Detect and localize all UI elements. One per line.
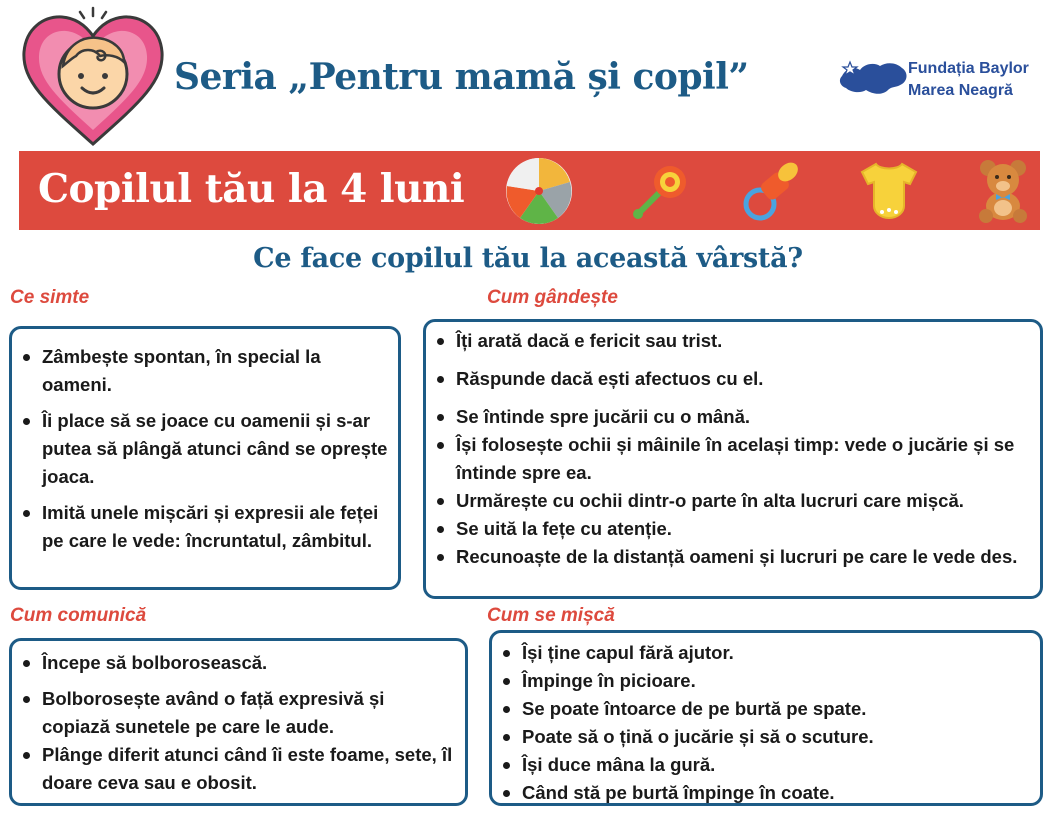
heading-ce-simte: Ce simte [10,287,90,308]
box-ce-simte [9,326,401,590]
list-item: Împinge în picioare. [522,667,1032,695]
beach-ball-icon [504,156,574,226]
list-item: Îți arată dacă e fericit sau trist. [456,327,1032,355]
box-cum-se-misca [489,630,1043,806]
list-item: Se întinde spre jucării cu o mână. [456,403,1032,431]
list-item: Își ține capul fără ajutor. [522,639,1032,667]
list-item: Își duce mâna la gură. [522,751,1032,779]
onesie-icon [858,160,920,222]
box-cum-comunica [9,638,468,806]
heart-baby-logo-icon [18,4,168,150]
list-item: Se uită la fețe cu atenție. [456,515,1032,543]
heading-cum-gandeste: Cum gândește [487,287,618,308]
list-item: Când stă pe burtă împinge în coate. [522,779,1032,807]
list-item: Urmărește cu ochii dintr-o parte în alta lucruri care mișcă. [456,487,1032,515]
heading-cum-comunica: Cum comunică [10,605,147,626]
list-item: Îi place să se joace cu oamenii și s-ar putea să plângă atunci când se oprește joaca. [42,407,390,491]
black-sea-map-icon [836,56,910,102]
pacifier-icon [740,158,806,224]
series-title: Seria „Pentru mamă și copil” [174,56,749,98]
list-item: Poate să o țină o jucărie și să o scuture. [522,723,1032,751]
section-question: Ce face copilul tău la această vârstă? [253,243,803,274]
teddy-bear-icon [970,156,1036,224]
banner-title: Copilul tău la 4 luni [38,166,465,212]
foundation-name-line1: Fundația Baylor [908,60,1029,77]
list-item: Se poate întoarce de pe burtă pe spate. [522,695,1032,723]
heading-cum-se-misca: Cum se mișcă [487,605,615,626]
list-item: Imită unele mișcări și expresii ale feței pe care le vede: încruntatul, zâmbitul. [42,499,390,555]
list-item: Bolborosește având o față expresivă și copiază sunetele pe care le aude. [42,685,457,741]
foundation-name-line2: Marea Neagră [908,82,1013,99]
list-item: Recunoaște de la distanță oameni și lucruri pe care le vede des. [456,543,1032,571]
list-item: Își folosește ochii și mâinile în același timp: vede o jucărie și se întinde spre ea. [456,431,1032,487]
foundation-logo [836,56,1046,106]
list-item: Plânge diferit atunci când îi este foame, sete, îl doare ceva sau e obosit. [42,741,457,797]
list-item: Zâmbește spontan, în special la oameni. [42,343,390,399]
box-cum-gandeste [423,319,1043,599]
list-item: Începe să bolborosească. [42,649,457,677]
list-item: Răspunde dacă ești afectuos cu el. [456,365,1032,393]
rattle-icon [630,162,690,222]
